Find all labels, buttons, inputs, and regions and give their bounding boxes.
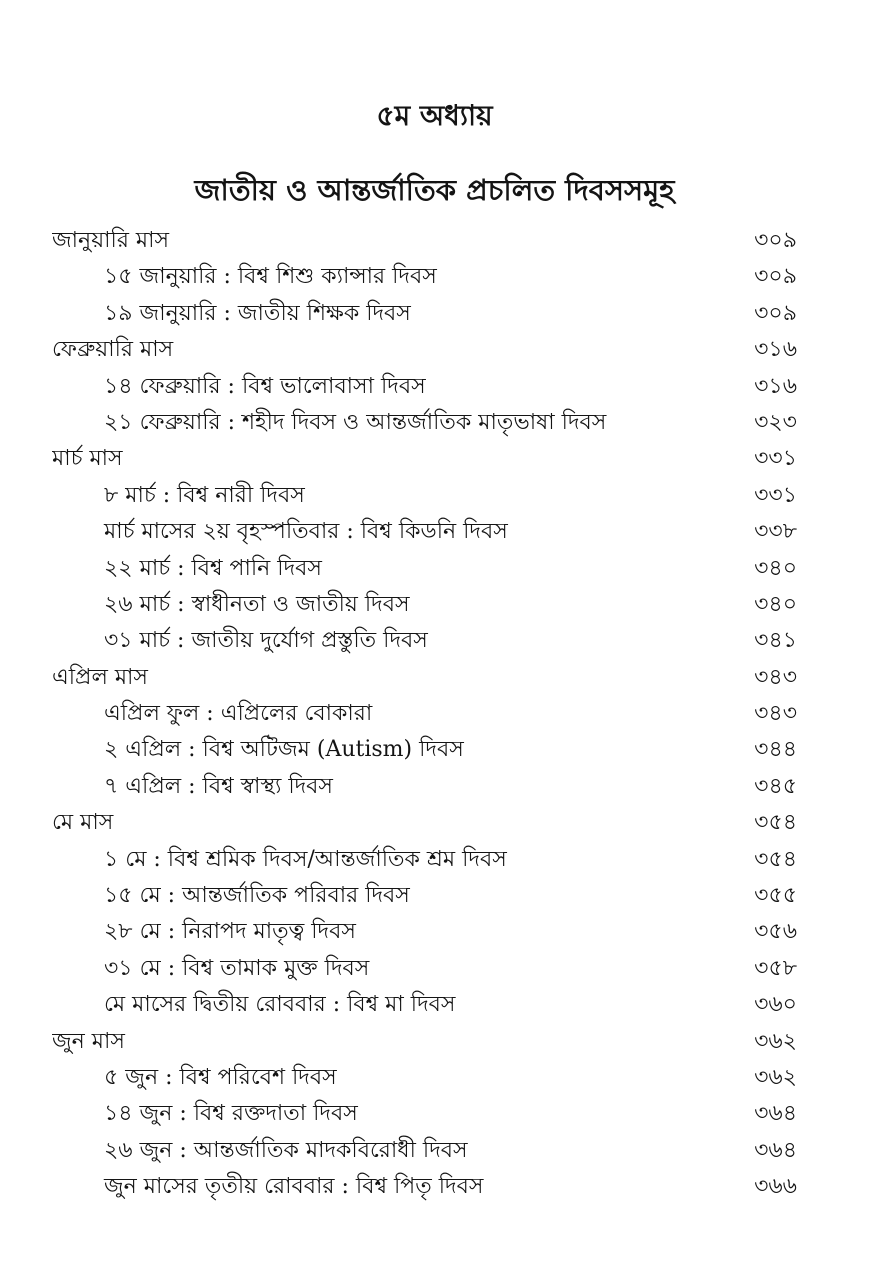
toc-entry	[52, 405, 797, 441]
section-title: জাতীয় ও আন্তর্জাতিক প্রচলিত দিবসসমূহ	[194, 173, 675, 207]
toc-entry-text: ১৪ ফেব্রুয়ারি : বিশ্ব ভালোবাসা দিবস	[104, 373, 426, 399]
toc-entry	[52, 1169, 797, 1205]
toc-entry-text: জুন মাস	[52, 1028, 125, 1054]
toc-page-number: ৩৫৪	[754, 810, 797, 836]
toc-month-heading	[52, 441, 797, 477]
toc-page-number: ৩৫৫	[754, 883, 797, 909]
toc-entry-text: ১৫ জানুয়ারি : বিশ্ব শিশু ক্যান্সার দিবস	[104, 264, 437, 290]
toc-entry	[52, 259, 797, 295]
toc-page-number: ৩৬০	[754, 992, 797, 1018]
toc-entry	[52, 623, 797, 659]
toc-page-number: ৩৪০	[754, 555, 797, 581]
table-of-contents	[52, 223, 797, 1206]
toc-entry	[52, 1096, 797, 1132]
toc-entry	[52, 369, 797, 405]
toc-entry	[52, 696, 797, 732]
toc-entry-text: মার্চ মাসের ২য় বৃহস্পতিবার : বিশ্ব কিডনি দিবস	[104, 519, 508, 545]
toc-page-number: ৩৬৪	[754, 1137, 797, 1163]
toc-month-heading	[52, 223, 797, 259]
toc-page-number: ৩১৬	[754, 337, 797, 363]
toc-page-number: ৩৪১	[754, 628, 797, 654]
toc-month-heading	[52, 1024, 797, 1060]
toc-page-number: ৩১৬	[754, 373, 797, 399]
toc-entry-text: জুন মাসের তৃতীয় রোববার : বিশ্ব পিতৃ দিবস	[104, 1174, 484, 1200]
toc-entry	[52, 478, 797, 514]
toc-entry-text: ৫ জুন : বিশ্ব পরিবেশ দিবস	[104, 1064, 337, 1090]
toc-page-number: ৩৩১	[754, 482, 797, 508]
toc-entry-text: ১৯ জানুয়ারি : জাতীয় শিক্ষক দিবস	[104, 300, 411, 326]
toc-page-number: ৩৪৪	[754, 737, 797, 763]
toc-month-heading	[52, 660, 797, 696]
toc-entry-text: ১৫ মে : আন্তর্জাতিক পরিবার দিবস	[104, 883, 410, 909]
chapter-title: ৫ম অধ্যায়	[376, 99, 493, 132]
toc-entry	[52, 987, 797, 1023]
toc-page-number: ৩৪৩	[754, 701, 797, 727]
toc-entry-text: ফেব্রুয়ারি মাস	[52, 337, 174, 363]
toc-page-number: ৩৬২	[754, 1064, 797, 1090]
toc-page-number: ৩৩১	[754, 446, 797, 472]
toc-page-number: ৩৩৮	[754, 519, 797, 545]
toc-page-number: ৩৬২	[754, 1028, 797, 1054]
toc-entry	[52, 732, 797, 768]
toc-entry-text: ২ এপ্রিল : বিশ্ব অটিজম (Autism) দিবস	[104, 737, 464, 763]
toc-entry	[52, 914, 797, 950]
toc-page-number: ৩৪০	[754, 591, 797, 617]
toc-entry-text: ৭ এপ্রিল : বিশ্ব স্বাস্থ্য দিবস	[104, 773, 333, 799]
toc-entry	[52, 951, 797, 987]
toc-entry-text: ৩১ মার্চ : জাতীয় দুর্যোগ প্রস্তুতি দিবস	[104, 628, 428, 654]
toc-entry-text: ২২ মার্চ : বিশ্ব পানি দিবস	[104, 555, 322, 581]
toc-entry	[52, 1060, 797, 1096]
toc-entry	[52, 842, 797, 878]
toc-entry-text: ৩১ মে : বিশ্ব তামাক মুক্ত দিবস	[104, 955, 370, 981]
toc-entry	[52, 296, 797, 332]
toc-month-heading	[52, 332, 797, 368]
toc-entry-text: জানুয়ারি মাস	[52, 228, 170, 253]
toc-entry	[52, 587, 797, 623]
toc-page-number: ৩৬৪	[754, 1101, 797, 1127]
toc-entry-text: ১৪ জুন : বিশ্ব রক্তদাতা দিবস	[104, 1101, 358, 1127]
toc-entry-text: ২১ ফেব্রুয়ারি : শহীদ দিবস ও আন্তর্জাতিক মাতৃভাষা দিবস	[104, 409, 607, 435]
toc-page-number: ৩৫৪	[754, 846, 797, 872]
toc-entry-text: মে মাস	[52, 810, 114, 836]
toc-page-number: ৩২৩	[754, 409, 797, 435]
toc-entry-text: ২৬ মার্চ : স্বাধীনতা ও জাতীয় দিবস	[104, 591, 410, 617]
toc-page-number: ৩৪৩	[754, 664, 797, 690]
toc-entry	[52, 551, 797, 587]
toc-entry-text: ২৮ মে : নিরাপদ মাতৃত্ব দিবস	[104, 919, 356, 945]
toc-page-number: ৩৫৮	[754, 955, 797, 981]
toc-entry-text: এপ্রিল ফুল : এপ্রিলের বোকারা	[104, 701, 373, 727]
toc-page-number: ৩০৯	[754, 228, 797, 253]
toc-page-number: ৩০৯	[754, 264, 797, 290]
toc-entry	[52, 514, 797, 550]
toc-month-heading	[52, 805, 797, 841]
toc-entry-text: মে মাসের দ্বিতীয় রোববার : বিশ্ব মা দিবস	[104, 992, 456, 1018]
toc-entry	[52, 769, 797, 805]
toc-entry-text: ১ মে : বিশ্ব শ্রমিক দিবস/আন্তর্জাতিক শ্রম দিবস	[104, 846, 507, 872]
toc-entry-text: এপ্রিল মাস	[52, 664, 148, 690]
toc-page-number: ৩৬৬	[754, 1174, 797, 1200]
toc-page-number: ৩০৯	[754, 300, 797, 326]
toc-entry	[52, 878, 797, 914]
toc-entry-text: ৮ মার্চ : বিশ্ব নারী দিবস	[104, 482, 305, 508]
toc-entry	[52, 1133, 797, 1169]
toc-entry-text: মার্চ মাস	[52, 446, 123, 472]
toc-entry-text: ২৬ জুন : আন্তর্জাতিক মাদকবিরোধী দিবস	[104, 1137, 468, 1163]
toc-page-number: ৩৪৫	[754, 773, 797, 799]
toc-page-number: ৩৫৬	[754, 919, 797, 945]
